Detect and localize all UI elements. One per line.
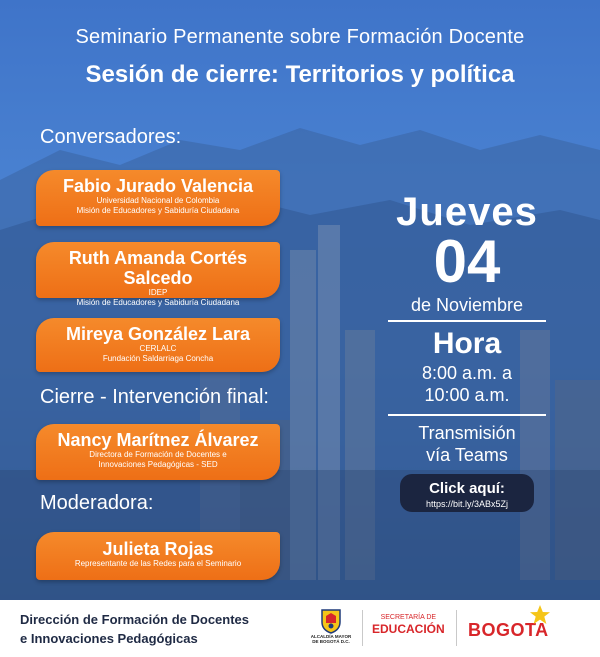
speaker-affiliation: CERLALC: [139, 344, 177, 353]
speaker-card: [36, 318, 280, 372]
event-date-number: 04: [433, 228, 501, 295]
time-start: 8:00 a.m. a: [421, 363, 513, 383]
transmission-line-2: vía Teams: [426, 445, 508, 465]
footer-divider: [456, 610, 457, 646]
click-here-link-button[interactable]: [400, 474, 534, 512]
speaker-card: [36, 532, 280, 580]
transmission-info: [388, 414, 546, 466]
secretaria-text-1: SECRETARÍA DE: [380, 614, 437, 621]
alcaldia-logo: [308, 608, 354, 644]
seminar-subtitle: Seminario Permanente sobre Formación Docente: [75, 26, 525, 48]
speaker-affiliation: Universidad Nacional de Colombia: [96, 196, 220, 205]
alcaldia-text-1: ALCALDÍA MAYOR: [310, 634, 352, 639]
footer: [0, 600, 600, 657]
transmission-line-1: Transmisión: [418, 423, 516, 443]
speaker-name: Ruth Amanda Cortés Salcedo: [68, 248, 248, 288]
speaker-affiliation: Directora de Formación de Docentes e: [89, 450, 227, 459]
event-month: de Noviembre: [388, 294, 546, 322]
cierre-label: Cierre - Intervención final:: [40, 386, 269, 408]
coat-of-arms-icon: [320, 608, 342, 634]
speaker-card: [36, 170, 280, 226]
speaker-card: [36, 242, 280, 307]
click-here-label: Click aquí:: [429, 479, 505, 497]
teams-link-url: https://bit.ly/3ABx5Zj: [425, 498, 509, 509]
event-date-block: [388, 190, 546, 512]
speaker-affiliation: Fundación Saldarriaga Concha: [102, 354, 214, 363]
footer-divider: [362, 610, 363, 646]
footer-line-1: Dirección de Formación de Docentes: [20, 612, 250, 627]
speaker-affiliation: Representante de las Redes para el Seminario: [74, 559, 242, 568]
speaker-name: Fabio Jurado Valencia: [62, 176, 254, 196]
alcaldia-text-2: DE BOGOTÁ D.C.: [312, 639, 350, 644]
speaker-affiliation: Misión de Educadores y Sabiduría Ciudadana: [76, 298, 240, 307]
secretaria-text-2: EDUCACIÓN: [372, 622, 445, 636]
event-day: Jueves: [396, 190, 538, 234]
speaker-affiliation: Innovaciones Pedagógicas - SED: [98, 460, 218, 469]
hora-label: Hora: [432, 327, 502, 360]
secretaria-logo: [372, 614, 445, 636]
session-title: Sesión de cierre: Territorios y política: [85, 61, 515, 88]
speaker-name: Julieta Rojas: [102, 539, 214, 559]
speaker-card: [36, 424, 280, 480]
bogota-logo: BOGOTA: [468, 620, 549, 640]
header: [0, 26, 600, 89]
speaker-affiliation: Misión de Educadores y Sabiduría Ciudadana: [76, 206, 240, 215]
star-icon: [528, 604, 552, 626]
conversadores-label: Conversadores:: [40, 126, 182, 148]
footer-department: [20, 610, 249, 648]
time-end: 10:00 a.m.: [424, 385, 510, 405]
speaker-name: Nancy Marítnez Álvarez: [57, 430, 259, 450]
moderadora-label: Moderadora:: [40, 492, 154, 514]
footer-line-2: e Innovaciones Pedagógicas: [20, 631, 198, 646]
speaker-affiliation: IDEP: [148, 288, 168, 297]
speaker-name: Mireya González Lara: [65, 324, 251, 344]
